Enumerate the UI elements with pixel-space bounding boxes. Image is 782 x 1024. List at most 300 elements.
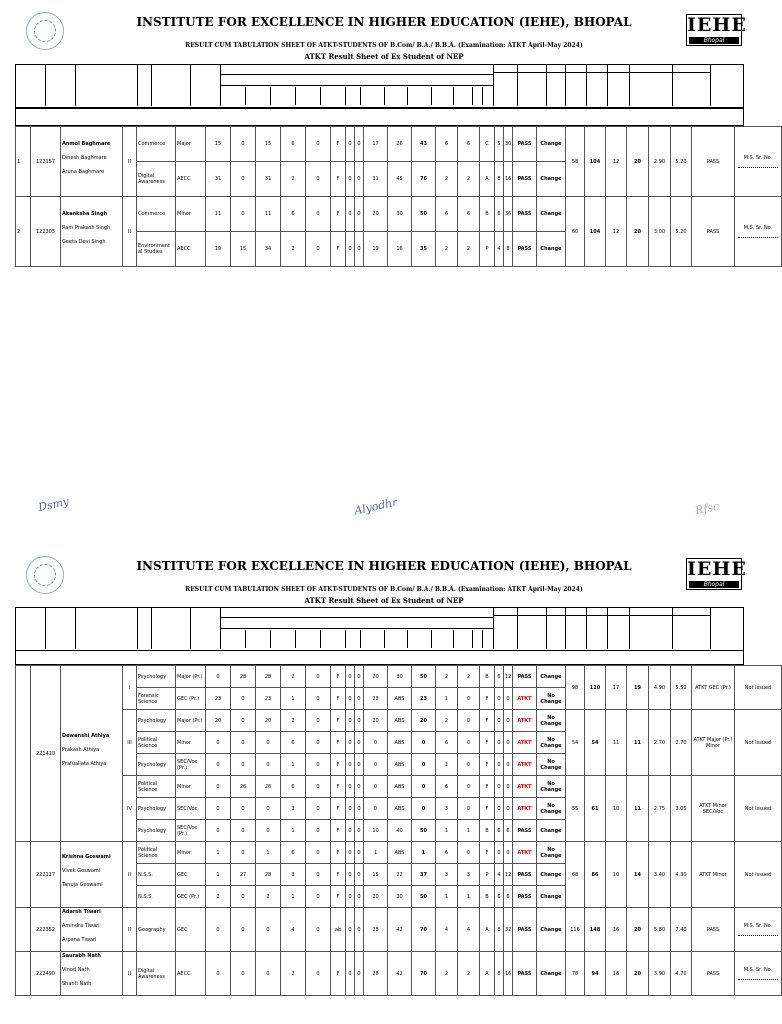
mark-cell: 0 bbox=[495, 842, 504, 864]
mark-cell: 70 bbox=[412, 908, 436, 952]
student-name-cell bbox=[61, 842, 123, 908]
student-name: Dewanshi Athiya bbox=[62, 732, 110, 739]
iehe-logo: IEHE Bhopal bbox=[687, 14, 747, 44]
mark-cell: 2 bbox=[256, 886, 281, 908]
table-row bbox=[16, 952, 782, 996]
paper-type-cell: Minor bbox=[176, 732, 206, 754]
status-cell: PASS bbox=[513, 864, 537, 886]
result-cell: ATKT Major (Pr.) Minor bbox=[692, 710, 735, 776]
mark-cell: 32 bbox=[504, 908, 513, 952]
change-cell: Change bbox=[537, 162, 566, 197]
summary-cell: 61 bbox=[585, 776, 606, 842]
summary-cell: 55 bbox=[566, 776, 585, 842]
mark-cell: 0 bbox=[231, 710, 256, 732]
mark-cell: 76 bbox=[412, 162, 436, 197]
sheet-subtitle: RESULT CUM TABULATION SHEET OF ATKT-STUDENTS OF B.Com/ B.A./ B.B.A. (Examination: ATKT April-May 2024) bbox=[185, 586, 583, 593]
mark-cell: 43 bbox=[412, 127, 436, 162]
student-name: Krishna Goswami bbox=[62, 853, 111, 860]
mother-name: Geeta Devi Singh bbox=[62, 238, 106, 245]
summary-cell: 54 bbox=[566, 710, 585, 776]
summary-cell: PASS bbox=[692, 197, 735, 267]
mark-cell: 30 bbox=[504, 127, 513, 162]
summary-cell: 11 bbox=[606, 710, 627, 776]
change-cell: Change bbox=[537, 197, 566, 232]
paper-type-cell: GEC bbox=[176, 864, 206, 886]
mark-cell: 1 bbox=[436, 886, 458, 908]
summary-cell: 3.90 bbox=[649, 952, 671, 996]
mark-cell: F bbox=[331, 842, 346, 864]
mark-cell: 1 bbox=[281, 754, 306, 776]
mark-cell: 0 bbox=[256, 798, 281, 820]
paper-type-cell: GEC (Pr.) bbox=[176, 886, 206, 908]
mark-cell: 2 bbox=[436, 666, 458, 688]
serial-no: 1 bbox=[16, 127, 31, 197]
summary-cell: 98 bbox=[566, 666, 585, 710]
mark-cell: 0 bbox=[364, 798, 388, 820]
mark-cell: F bbox=[331, 666, 346, 688]
mark-cell: 0 bbox=[346, 864, 355, 886]
mark-cell: 16 bbox=[504, 952, 513, 996]
mark-cell: 0 bbox=[306, 688, 331, 710]
mark-cell: 0 bbox=[346, 197, 355, 232]
status-cell: PASS bbox=[513, 197, 537, 232]
mark-cell: 0 bbox=[495, 776, 504, 798]
summary-cell: 17 bbox=[606, 666, 627, 710]
mark-cell: F bbox=[480, 688, 495, 710]
status-cell: PASS bbox=[513, 232, 537, 267]
paper-type-cell: Major bbox=[176, 127, 206, 162]
semester: II bbox=[123, 197, 137, 267]
mark-cell: 0 bbox=[458, 842, 480, 864]
mark-cell: 0 bbox=[495, 688, 504, 710]
summary-cell: 10 bbox=[606, 776, 627, 842]
mark-cell: 0 bbox=[458, 798, 480, 820]
mark-cell: 23 bbox=[364, 688, 388, 710]
subject-cell: Digital Awareness bbox=[137, 162, 176, 197]
mark-cell: 0 bbox=[355, 127, 364, 162]
change-cell: No Change bbox=[537, 798, 566, 820]
mark-cell: 0 bbox=[355, 820, 364, 842]
mark-cell: 0 bbox=[306, 842, 331, 864]
roll-no: 221410 bbox=[31, 666, 61, 842]
mark-cell: 0 bbox=[458, 754, 480, 776]
mark-cell: 0 bbox=[206, 776, 231, 798]
summary-cell: 78 bbox=[566, 952, 585, 996]
mark-cell: 1 bbox=[206, 864, 231, 886]
mark-cell: 2 bbox=[458, 666, 480, 688]
mark-cell: F bbox=[331, 886, 346, 908]
header-grid bbox=[15, 607, 744, 651]
table-row bbox=[16, 127, 782, 162]
semester: II bbox=[123, 842, 137, 908]
paper-type-cell: Major (Pr.) bbox=[176, 666, 206, 688]
mother-name: Shanti Nath bbox=[62, 980, 92, 987]
mark-cell: 0 bbox=[306, 232, 331, 267]
mark-cell: 2 bbox=[281, 232, 306, 267]
sheet-title: ATKT Result Sheet of Ex Student of NEP bbox=[304, 596, 464, 605]
mark-cell: 0 bbox=[306, 754, 331, 776]
paper-type-cell: AECC bbox=[176, 952, 206, 996]
mark-cell: 6 bbox=[436, 776, 458, 798]
remark-cell: Not Issued bbox=[735, 666, 782, 710]
paper-type-cell: Major (Pr.) bbox=[176, 710, 206, 732]
mark-cell: 3 bbox=[458, 864, 480, 886]
mark-cell: 0 bbox=[256, 754, 281, 776]
roll-no: 222352 bbox=[31, 908, 61, 952]
mark-cell: 2 bbox=[281, 666, 306, 688]
mark-cell: 0 bbox=[458, 732, 480, 754]
mark-cell: 0 bbox=[346, 232, 355, 267]
mark-cell: 0 bbox=[306, 197, 331, 232]
change-cell: No Change bbox=[537, 688, 566, 710]
status-cell: PASS bbox=[513, 908, 537, 952]
summary-cell: 3.05 bbox=[671, 776, 692, 842]
mark-cell: 0 bbox=[412, 776, 436, 798]
mark-cell: 50 bbox=[412, 197, 436, 232]
mark-cell: 1 bbox=[436, 820, 458, 842]
status-cell: PASS bbox=[513, 952, 537, 996]
mother-name: Arpana Tiwari bbox=[62, 936, 97, 943]
student-name-cell bbox=[61, 952, 123, 996]
mark-cell: 3 bbox=[436, 864, 458, 886]
mark-cell: 40 bbox=[388, 820, 412, 842]
mark-cell: 0 bbox=[412, 798, 436, 820]
mark-cell: 2 bbox=[458, 952, 480, 996]
mark-cell: 2 bbox=[281, 710, 306, 732]
mark-cell: 50 bbox=[412, 820, 436, 842]
mark-cell: 1 bbox=[364, 842, 388, 864]
mark-cell: A bbox=[480, 908, 495, 952]
mark-cell: 0 bbox=[364, 754, 388, 776]
mark-cell: 0 bbox=[355, 197, 364, 232]
mark-cell: 0 bbox=[256, 732, 281, 754]
student-name-cell bbox=[61, 908, 123, 952]
mark-cell: 0 bbox=[231, 754, 256, 776]
roll-no: 222117 bbox=[31, 842, 61, 908]
mark-cell: 0 bbox=[355, 710, 364, 732]
summary-cell: 5.20 bbox=[671, 127, 692, 197]
header-grid bbox=[15, 64, 744, 108]
mark-cell: 0 bbox=[458, 710, 480, 732]
status-cell: ATKT bbox=[513, 798, 537, 820]
mark-cell: 6 bbox=[495, 820, 504, 842]
mark-cell: 15 bbox=[364, 864, 388, 886]
mark-cell: ABS bbox=[388, 688, 412, 710]
mark-cell: 2 bbox=[281, 162, 306, 197]
mark-cell: 28 bbox=[364, 908, 388, 952]
mark-cell: 6 bbox=[436, 127, 458, 162]
summary-cell: 68 bbox=[566, 842, 585, 908]
paper-type-cell: GEC bbox=[176, 908, 206, 952]
summary-cell: 20 bbox=[627, 952, 649, 996]
mark-cell: 4 bbox=[495, 864, 504, 886]
result-cell: ATKT GEC (Pr.) bbox=[692, 666, 735, 710]
change-cell: Change bbox=[537, 820, 566, 842]
mark-cell: 0 bbox=[495, 732, 504, 754]
student-name: Akanksha Singh bbox=[62, 210, 108, 217]
mark-cell: 16 bbox=[504, 162, 513, 197]
subject-cell: Psychology bbox=[137, 710, 176, 732]
mark-cell: 26 bbox=[388, 127, 412, 162]
mark-cell: 3 bbox=[281, 798, 306, 820]
semester: III bbox=[123, 710, 137, 776]
serial-no bbox=[16, 952, 31, 996]
mark-cell: 0 bbox=[504, 776, 513, 798]
summary-cell: 54 bbox=[585, 710, 606, 776]
status-cell: ATKT bbox=[513, 732, 537, 754]
mark-cell: 0 bbox=[412, 754, 436, 776]
roll-no: 222490 bbox=[31, 952, 61, 996]
mark-cell: 1 bbox=[281, 886, 306, 908]
summary-cell: 2.70 bbox=[649, 710, 671, 776]
mark-cell: 19 bbox=[364, 232, 388, 267]
mark-cell: 0 bbox=[231, 952, 256, 996]
mark-cell: 1 bbox=[458, 886, 480, 908]
mark-cell: 0 bbox=[412, 732, 436, 754]
subject-cell: Psychology bbox=[137, 798, 176, 820]
mark-cell: 0 bbox=[355, 908, 364, 952]
mother-name: Prafuallata Athiya bbox=[62, 760, 107, 767]
mark-cell: 0 bbox=[231, 798, 256, 820]
mark-cell: 0 bbox=[346, 886, 355, 908]
mark-cell: 15 bbox=[206, 127, 231, 162]
summary-cell: 20 bbox=[627, 908, 649, 952]
summary-cell: PASS bbox=[692, 127, 735, 197]
mark-cell: 0 bbox=[306, 776, 331, 798]
change-cell: No Change bbox=[537, 710, 566, 732]
mark-cell: 0 bbox=[256, 820, 281, 842]
father-name: Prakash Athiya bbox=[62, 746, 100, 753]
mark-cell: 37 bbox=[412, 864, 436, 886]
mark-cell: 1 bbox=[412, 842, 436, 864]
mark-cell: 0 bbox=[355, 842, 364, 864]
mark-cell: 28 bbox=[364, 952, 388, 996]
change-cell: No Change bbox=[537, 842, 566, 864]
mark-cell: 20 bbox=[364, 886, 388, 908]
mark-cell: 11 bbox=[206, 197, 231, 232]
remark-cell bbox=[735, 952, 782, 996]
mark-cell: F bbox=[480, 754, 495, 776]
mark-cell: 42 bbox=[388, 908, 412, 952]
mark-cell: 0 bbox=[206, 908, 231, 952]
subject-cell: Digital Awareness bbox=[137, 952, 176, 996]
mark-cell: 0 bbox=[306, 162, 331, 197]
mark-cell: 50 bbox=[412, 886, 436, 908]
summary-cell: 20 bbox=[627, 197, 649, 267]
mark-cell: 0 bbox=[355, 232, 364, 267]
summary-cell: 4.30 bbox=[671, 842, 692, 908]
paper-type-cell: SEC/Voc (Pr.) bbox=[176, 820, 206, 842]
mark-cell: 6 bbox=[495, 886, 504, 908]
paper-type-cell: GEC (Pr.) bbox=[176, 688, 206, 710]
mark-cell: 8 bbox=[495, 162, 504, 197]
serial-no: 2 bbox=[16, 197, 31, 267]
mark-cell: 0 bbox=[346, 666, 355, 688]
mark-cell: B bbox=[480, 197, 495, 232]
mark-cell: 0 bbox=[206, 952, 231, 996]
ms-serial-label: M.S. Sr. No. bbox=[743, 155, 773, 161]
sheet-subtitle: RESULT CUM TABULATION SHEET OF ATKT-STUDENTS OF B.Com/ B.A./ B.B.A. (Examination: ATKT April-May 2024) bbox=[185, 42, 583, 49]
mark-cell: 6 bbox=[495, 197, 504, 232]
mark-cell: 1 bbox=[206, 842, 231, 864]
summary-cell: 116 bbox=[566, 908, 585, 952]
mark-cell: 6 bbox=[281, 127, 306, 162]
mark-cell: F bbox=[480, 842, 495, 864]
mark-cell: F bbox=[480, 776, 495, 798]
mark-cell: F bbox=[331, 754, 346, 776]
remark-cell: Not Issued bbox=[735, 776, 782, 842]
summary-cell: 86 bbox=[585, 842, 606, 908]
mark-cell: 70 bbox=[412, 952, 436, 996]
status-cell: ATKT bbox=[513, 688, 537, 710]
father-name: Vinod Nath bbox=[62, 966, 90, 973]
mark-cell: F bbox=[331, 798, 346, 820]
mark-cell: 22 bbox=[388, 864, 412, 886]
mark-cell: 6 bbox=[495, 666, 504, 688]
mark-cell: F bbox=[480, 710, 495, 732]
change-cell: Change bbox=[537, 864, 566, 886]
mark-cell: 3 bbox=[281, 864, 306, 886]
change-cell: No Change bbox=[537, 776, 566, 798]
mark-cell: 0 bbox=[346, 162, 355, 197]
mark-cell: 0 bbox=[355, 776, 364, 798]
mark-cell: 0 bbox=[306, 710, 331, 732]
mark-cell: 1 bbox=[436, 688, 458, 710]
mark-cell: 0 bbox=[231, 842, 256, 864]
mark-cell: 0 bbox=[364, 776, 388, 798]
summary-cell: 5.80 bbox=[649, 908, 671, 952]
mark-cell: 0 bbox=[458, 776, 480, 798]
mark-cell: 0 bbox=[206, 732, 231, 754]
remark-cell: Not Issued bbox=[735, 710, 782, 776]
mark-cell: 0 bbox=[206, 798, 231, 820]
change-cell: No Change bbox=[537, 732, 566, 754]
mark-cell: ABS bbox=[388, 842, 412, 864]
mark-cell: 30 bbox=[388, 886, 412, 908]
summary-cell: 104 bbox=[585, 127, 606, 197]
summary-cell: 11 bbox=[627, 776, 649, 842]
subject-cell: Psychology bbox=[137, 666, 176, 688]
mark-cell: 15 bbox=[231, 232, 256, 267]
mark-cell: 6 bbox=[436, 732, 458, 754]
mark-cell: F bbox=[331, 820, 346, 842]
result-sheet-page-2 bbox=[0, 545, 773, 1024]
subject-cell: N.S.S. bbox=[137, 886, 176, 908]
institute-title: INSTITUTE FOR EXCELLENCE IN HIGHER EDUCATION (IEHE), BHOPAL bbox=[136, 559, 632, 573]
summary-cell: 18 bbox=[606, 952, 627, 996]
mark-cell: F bbox=[480, 732, 495, 754]
mark-cell: 23 bbox=[206, 688, 231, 710]
change-cell: No Change bbox=[537, 754, 566, 776]
mark-cell: 20 bbox=[364, 197, 388, 232]
mark-cell: 0 bbox=[346, 732, 355, 754]
mark-cell: 20 bbox=[256, 710, 281, 732]
student-table bbox=[15, 665, 773, 996]
mark-cell: 0 bbox=[355, 754, 364, 776]
mark-cell: F bbox=[331, 127, 346, 162]
remark-cell bbox=[735, 197, 782, 267]
mother-name: Tanuja Goswami bbox=[62, 881, 103, 888]
mark-cell: 0 bbox=[256, 908, 281, 952]
subject-cell: Commerce bbox=[137, 197, 176, 232]
serial-no bbox=[16, 842, 31, 908]
student-name-cell bbox=[61, 127, 123, 197]
mark-cell: 35 bbox=[412, 232, 436, 267]
paper-type-cell: Minor bbox=[176, 776, 206, 798]
mark-cell: 0 bbox=[256, 952, 281, 996]
signature-1: Dsmy bbox=[36, 494, 71, 515]
mark-cell: 0 bbox=[231, 162, 256, 197]
subject-cell: Political Science bbox=[137, 842, 176, 864]
table-row bbox=[16, 776, 782, 798]
mark-cell: 0 bbox=[346, 952, 355, 996]
serial-no bbox=[16, 908, 31, 952]
summary-cell: 110 bbox=[585, 666, 606, 710]
status-cell: PASS bbox=[513, 162, 537, 197]
subject-cell: Political Science bbox=[137, 732, 176, 754]
mark-cell: 0 bbox=[306, 732, 331, 754]
change-cell: Change bbox=[537, 952, 566, 996]
mark-cell: 0 bbox=[306, 820, 331, 842]
paper-type-cell: AECC bbox=[176, 162, 206, 197]
mark-cell: 0 bbox=[306, 666, 331, 688]
mark-cell: 2 bbox=[458, 232, 480, 267]
father-name: Amindra Tiwari bbox=[62, 922, 100, 929]
mark-cell: 0 bbox=[355, 162, 364, 197]
mark-cell: 6 bbox=[281, 842, 306, 864]
student-name-cell bbox=[61, 666, 123, 842]
ms-serial-label: M.S. Sr. No. bbox=[743, 967, 773, 973]
mark-cell: 0 bbox=[355, 732, 364, 754]
mark-cell: 0 bbox=[306, 864, 331, 886]
mark-cell: 0 bbox=[346, 820, 355, 842]
signature-2: Alyodhr bbox=[353, 495, 399, 518]
mark-cell: 0 bbox=[495, 798, 504, 820]
summary-cell: 2.90 bbox=[649, 127, 671, 197]
mark-cell: F bbox=[331, 162, 346, 197]
mark-cell: 50 bbox=[412, 666, 436, 688]
mark-cell: 19 bbox=[206, 232, 231, 267]
mark-cell: 0 bbox=[346, 688, 355, 710]
remark-cell bbox=[735, 908, 782, 952]
mark-cell: 1 bbox=[256, 842, 281, 864]
subject-cell: Psychology bbox=[137, 754, 176, 776]
roll-no: 122305 bbox=[31, 197, 61, 267]
status-cell: PASS bbox=[513, 666, 537, 688]
semester: IV bbox=[123, 776, 137, 842]
header-band bbox=[15, 650, 744, 665]
mark-cell: 0 bbox=[231, 688, 256, 710]
mark-cell: 0 bbox=[306, 908, 331, 952]
mark-cell: 4 bbox=[281, 908, 306, 952]
subject-cell: N.S.S. bbox=[137, 864, 176, 886]
semester: II bbox=[123, 908, 137, 952]
subject-cell: Forensic Science bbox=[137, 688, 176, 710]
mark-cell: 0 bbox=[504, 798, 513, 820]
mark-cell: 42 bbox=[388, 952, 412, 996]
status-cell: PASS bbox=[513, 127, 537, 162]
paper-type-cell: SEC/Voc (Pr.) bbox=[176, 754, 206, 776]
mark-cell: 45 bbox=[388, 162, 412, 197]
mark-cell: F bbox=[331, 688, 346, 710]
mark-cell: F bbox=[331, 732, 346, 754]
summary-cell: 12 bbox=[606, 197, 627, 267]
mark-cell: ABS bbox=[388, 732, 412, 754]
summary-cell: PASS bbox=[692, 908, 735, 952]
mark-cell: 0 bbox=[364, 732, 388, 754]
change-cell: Change bbox=[537, 232, 566, 267]
mark-cell: P bbox=[480, 232, 495, 267]
